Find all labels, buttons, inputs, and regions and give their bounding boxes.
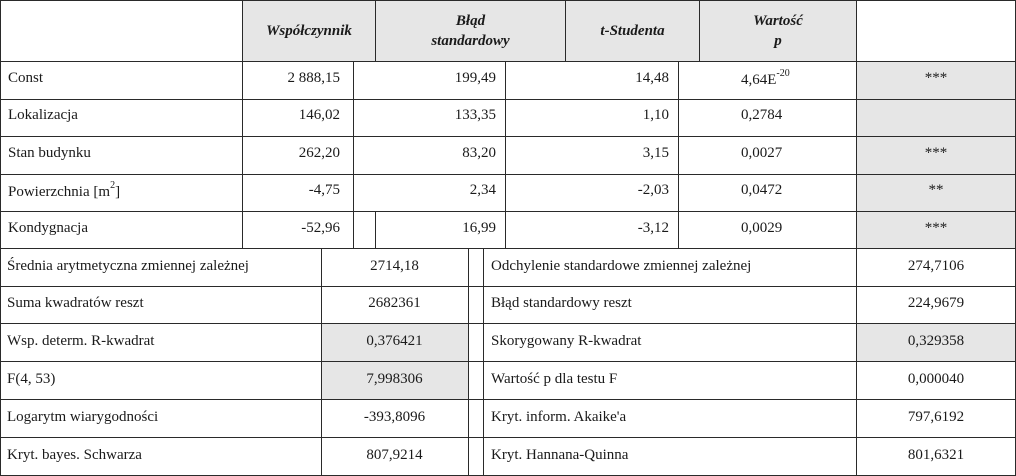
stat-value: 7,998306: [366, 371, 423, 387]
header-blad-line2: standardowy: [431, 33, 510, 49]
header-wartosc-line1: Wartość: [753, 13, 803, 29]
p-value: 0,0029: [741, 220, 783, 236]
stars: ***: [924, 70, 948, 86]
stat-label: Odchylenie standardowe zmiennej zależnej: [491, 258, 752, 274]
t-value: -2,03: [637, 182, 669, 198]
stat-label: Skorygowany R-kwadrat: [491, 333, 642, 349]
coef-value: 262,20: [298, 145, 340, 161]
stat-value: 274,7106: [907, 258, 965, 274]
coef-row-name: Const: [8, 70, 44, 86]
coef-row-name: Stan budynku: [8, 145, 91, 161]
stat-value: 2682361: [368, 295, 421, 311]
stat-value: 797,6192: [907, 409, 965, 425]
se-value: 16,99: [462, 220, 496, 236]
se-value: 2,34: [469, 182, 496, 198]
header-wartosc-line2: p: [774, 33, 782, 49]
coef-row-name: Powierzchnia $[m^2]$: [8, 180, 121, 200]
coef-value: -52,96: [301, 220, 340, 236]
coef-row-name: Lokalizacja: [8, 107, 78, 123]
p-value: 0,0472: [741, 182, 783, 198]
p-value: $4,64E^{-20}$: [741, 68, 790, 88]
stars: ***: [924, 145, 948, 161]
se-value: 133,35: [454, 107, 496, 123]
coef-row-name: Kondygnacja: [8, 220, 88, 236]
stars: **: [928, 182, 944, 198]
coef-value: 146,02: [298, 107, 340, 123]
stat-label: Błąd standardowy reszt: [491, 295, 632, 311]
stat-value: 0,376421: [366, 333, 423, 349]
stat-value: 807,9214: [366, 447, 423, 463]
stat-label: Kryt. bayes. Schwarza: [7, 447, 142, 463]
se-value: 83,20: [462, 145, 496, 161]
t-value: -3,12: [637, 220, 669, 236]
stat-label: Wsp. determ. R-kwadrat: [7, 333, 155, 349]
stat-value: 801,6321: [907, 447, 965, 463]
coef-value: 2 888,15: [287, 70, 340, 86]
stat-label: Średnia arytmetyczna zmiennej zależnej: [7, 258, 249, 274]
stat-label: Kryt. inform. Akaike'a: [491, 409, 627, 425]
p-value: 0,0027: [741, 145, 783, 161]
stars: ***: [924, 220, 948, 236]
header-t-studenta: t-Studenta: [600, 23, 665, 39]
coef-value: -4,75: [308, 182, 340, 198]
stars-shade-lokalizacja: [856, 99, 1016, 136]
stat-value: 0,329358: [907, 333, 965, 349]
stat-label: Suma kwadratów reszt: [7, 295, 144, 311]
stat-value: 0,000040: [907, 371, 965, 387]
t-value: 1,10: [642, 107, 669, 123]
p-value: 0,2784: [741, 107, 783, 123]
t-value: 3,15: [642, 145, 669, 161]
stat-label: Logarytm wiarygodności: [7, 409, 159, 425]
stat-value: -393,8096: [363, 409, 426, 425]
stat-value: 2714,18: [370, 258, 419, 274]
header-wspolczynnik: Współczynnik: [266, 23, 352, 39]
stat-label: F(4, 53): [7, 371, 56, 387]
se-value: 199,49: [454, 70, 496, 86]
t-value: 14,48: [635, 70, 669, 86]
header-blad-line1: Błąd: [455, 13, 486, 29]
stat-value: 224,9679: [907, 295, 965, 311]
stat-label: Wartość p dla testu F: [491, 371, 618, 387]
stat-label: Kryt. Hannana-Quinna: [491, 447, 629, 463]
